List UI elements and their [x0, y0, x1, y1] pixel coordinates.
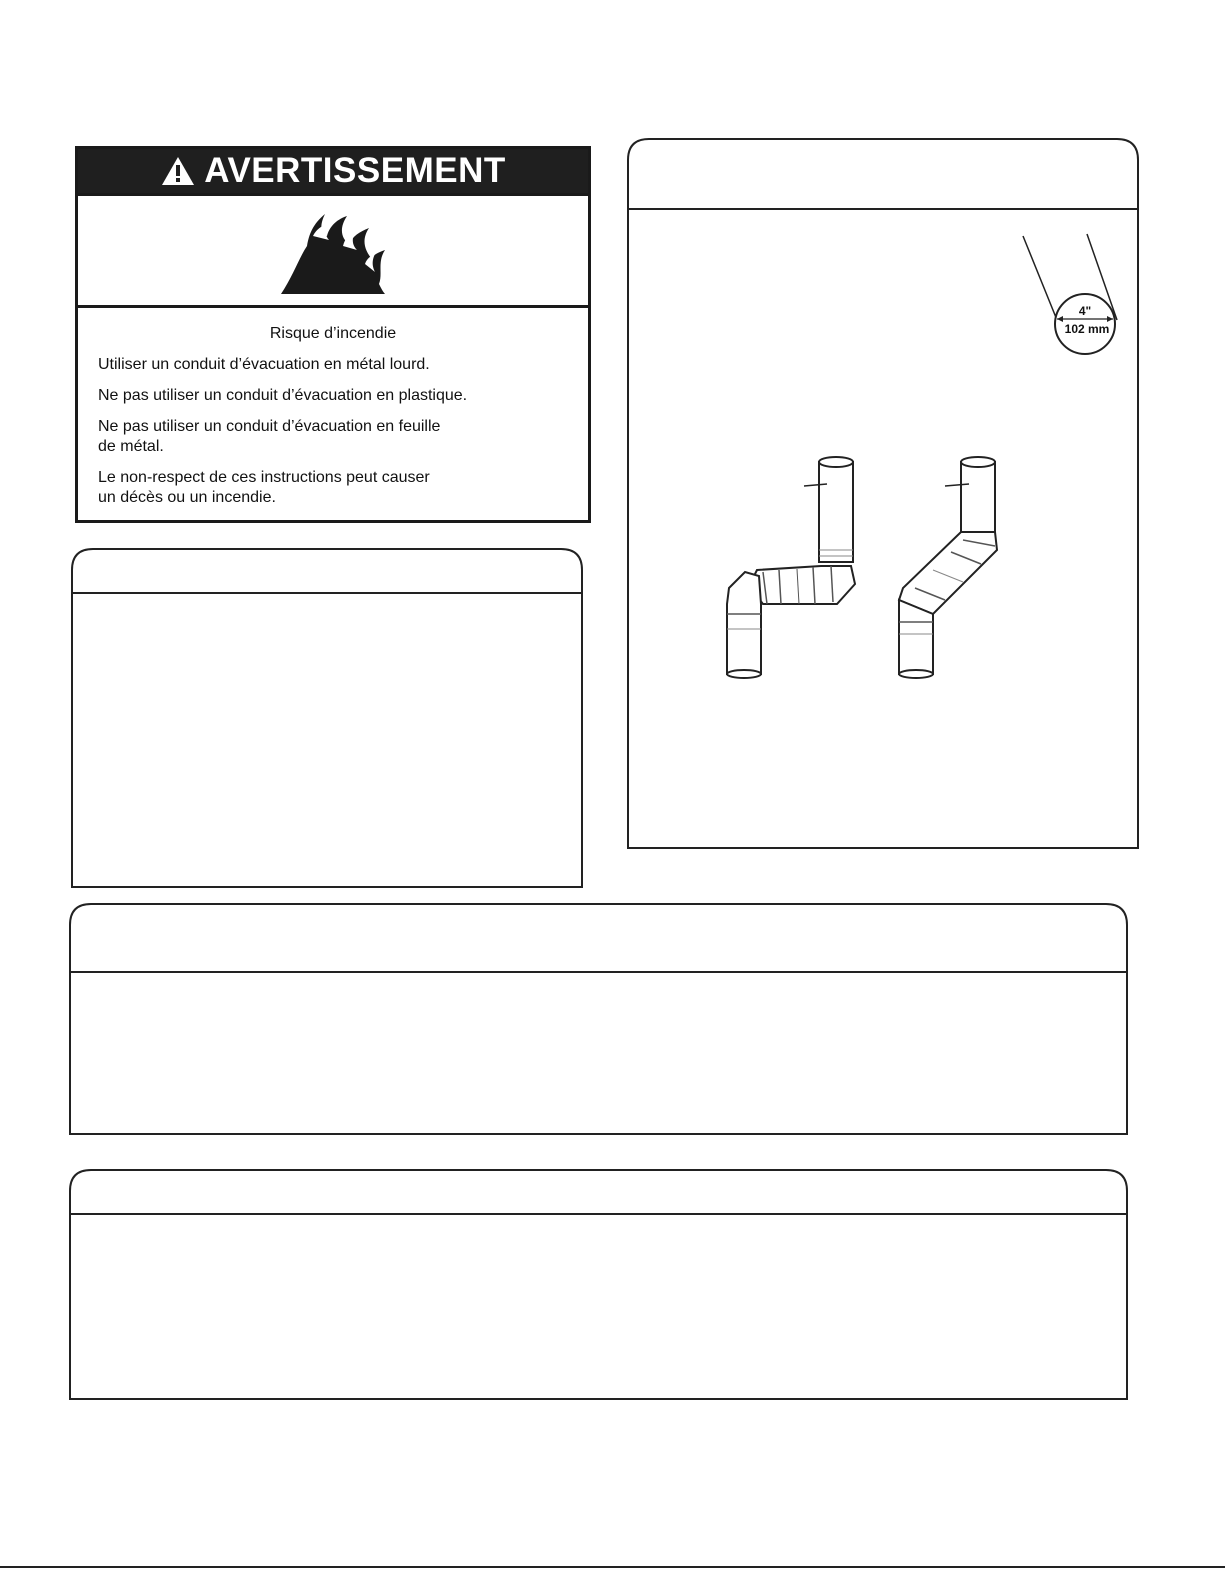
duct-elbow-90-diagram — [719, 454, 869, 679]
warning-header — [78, 149, 588, 193]
fire-icon — [273, 206, 393, 298]
warning-line-4: de métal. — [98, 438, 164, 455]
warning-title: Risque d’incendie — [269, 325, 397, 342]
warning-line-1: Utiliser un conduit d’évacuation en métal lourd. — [98, 356, 430, 373]
warning-text — [78, 311, 588, 519]
section-frame-left — [71, 548, 583, 888]
warning-line-5: Le non-respect de ces instructions peut causer — [98, 469, 430, 486]
warning-icon-area — [78, 193, 588, 308]
section-frame-bottom-1 — [69, 903, 1128, 1135]
section-box-bottom-2 — [69, 1169, 1128, 1400]
section-box-right — [627, 138, 1139, 849]
page-bottom-rule — [0, 1566, 1225, 1568]
alert-triangle-icon — [160, 155, 196, 187]
warning-line-3: Ne pas utiliser un conduit d’évacuation en feuille — [98, 418, 441, 435]
duct-elbow-45-diagram — [893, 454, 1013, 679]
dimension-mm: 102 mm — [1064, 322, 1110, 336]
warning-line-2: Ne pas utiliser un conduit d’évacuation en plastique. — [98, 387, 468, 404]
warning-header-text: AVERTISSEMENT — [204, 151, 506, 190]
warning-line-6: un décès ou un incendie. — [98, 489, 276, 506]
dimension-inches: 4" — [1078, 304, 1092, 318]
warning-box — [75, 146, 591, 523]
duct-diameter-diagram — [1017, 230, 1127, 360]
section-frame-bottom-2 — [69, 1169, 1128, 1400]
section-box-left — [71, 548, 583, 888]
section-box-bottom-1 — [69, 903, 1128, 1135]
